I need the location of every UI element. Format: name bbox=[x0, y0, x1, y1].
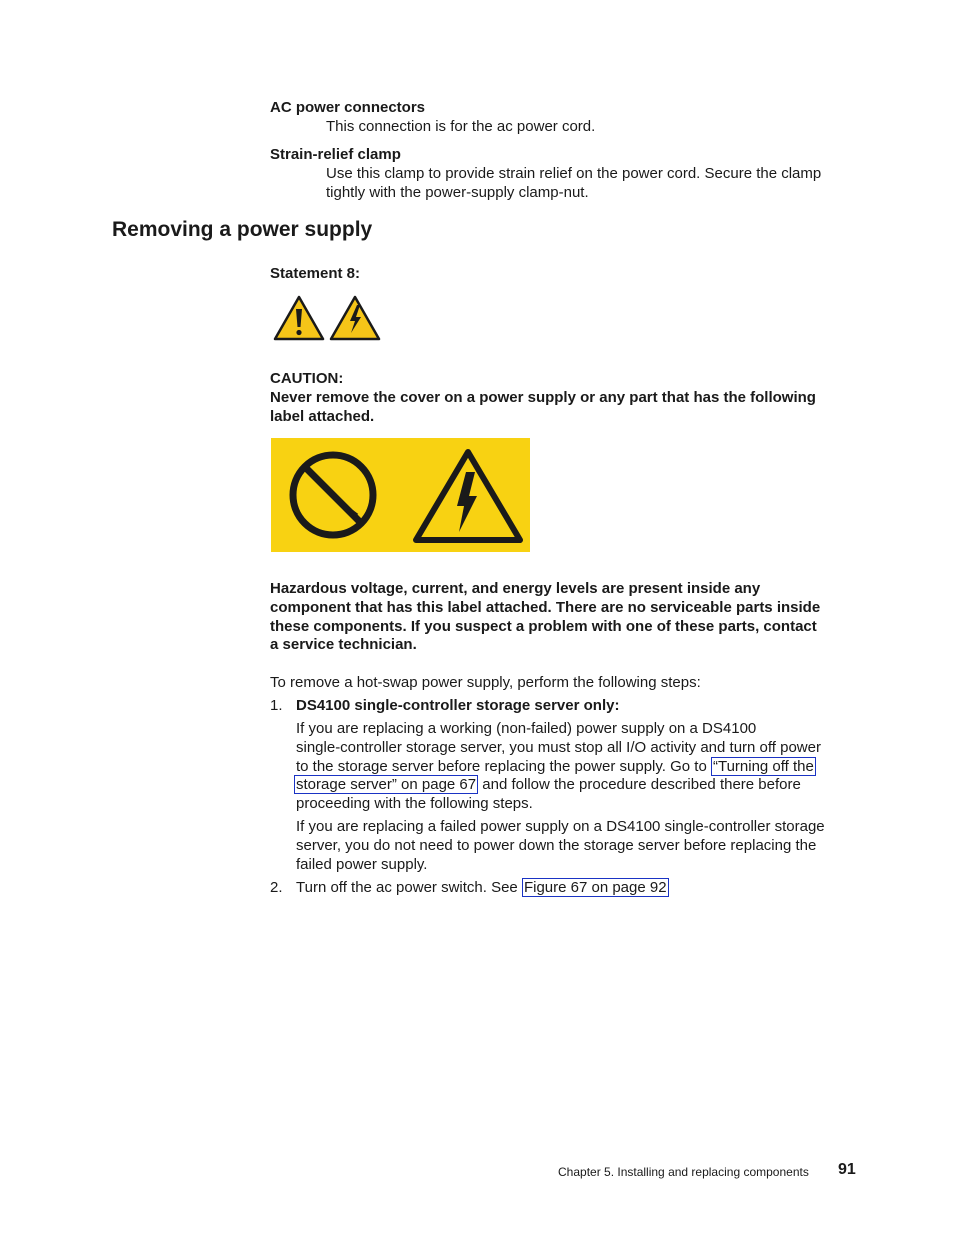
statement-label: Statement 8: bbox=[270, 265, 361, 282]
turning-off-storage-server-link[interactable]: “Turning off the bbox=[712, 758, 814, 775]
caution-line-2: label attached. bbox=[270, 408, 375, 425]
step-2-text-prefix: Turn off the ac power switch. See bbox=[296, 879, 522, 896]
step-1-para2-line-3: failed power supply. bbox=[296, 856, 428, 873]
step-1-para1-line-1: If you are replacing a working (non-failed) power supply on a DS4100 bbox=[296, 720, 757, 737]
step-1-para1-line-5: proceeding with the following steps. bbox=[296, 795, 533, 812]
step-1-number: 1. bbox=[270, 697, 283, 714]
turning-off-storage-server-link-cont[interactable]: storage server” on page 67 bbox=[296, 776, 477, 793]
hazard-line-2: component that has this label attached. There are no serviceable parts inside bbox=[270, 599, 821, 616]
hazard-label bbox=[271, 438, 530, 552]
caution-label: CAUTION: bbox=[270, 370, 344, 387]
step-1-title: DS4100 single-controller storage server only: bbox=[296, 697, 620, 714]
hazard-line-4: a service technician. bbox=[270, 636, 417, 653]
step-2-number: 2. bbox=[270, 879, 283, 896]
step-1-para1-line-3-text: to the storage server before replacing the power supply. Go to bbox=[296, 758, 711, 775]
desc-strain-relief-line-1: Use this clamp to provide strain relief on the power cord. Secure the clamp bbox=[326, 165, 822, 182]
figure-67-link[interactable]: Figure 67 on page 92 bbox=[523, 879, 667, 896]
hazard-line-1: Hazardous voltage, current, and energy levels are present inside any bbox=[270, 580, 761, 597]
caution-line-1: Never remove the cover on a power supply or any part that has the following bbox=[270, 389, 816, 406]
step-1-para2-line-2: server, you do not need to power down the storage server before replacing the bbox=[296, 837, 817, 854]
steps-intro: To remove a hot-swap power supply, perform the following steps: bbox=[270, 674, 701, 691]
step-1-para1-line-4-text: and follow the procedure described there before bbox=[478, 776, 801, 793]
desc-strain-relief-line-2: tightly with the power-supply clamp-nut. bbox=[326, 184, 589, 201]
step-1-para2-line-1: If you are replacing a failed power supply on a DS4100 single-controller storage bbox=[296, 818, 825, 835]
section-title: Removing a power supply bbox=[112, 218, 373, 241]
term-strain-relief-clamp: Strain-relief clamp bbox=[270, 146, 401, 163]
step-1-para1-line-2: single-controller storage server, you must stop all I/O activity and turn off power bbox=[296, 739, 821, 756]
footer-chapter: Chapter 5. Installing and replacing components bbox=[558, 1165, 809, 1179]
warning-exclamation-icon bbox=[273, 295, 325, 341]
hazard-line-3: these components. If you suspect a problem with one of these parts, contact bbox=[270, 618, 817, 635]
desc-ac-power-connectors: This connection is for the ac power cord. bbox=[326, 118, 596, 135]
page-number: 91 bbox=[838, 1161, 856, 1178]
step-1-para1-line-4 bbox=[296, 775, 860, 794]
step-1-para1-line-3 bbox=[296, 757, 860, 776]
warning-electrical-icon bbox=[329, 295, 381, 341]
step-2-text bbox=[296, 878, 860, 897]
term-ac-power-connectors: AC power connectors bbox=[270, 99, 426, 116]
